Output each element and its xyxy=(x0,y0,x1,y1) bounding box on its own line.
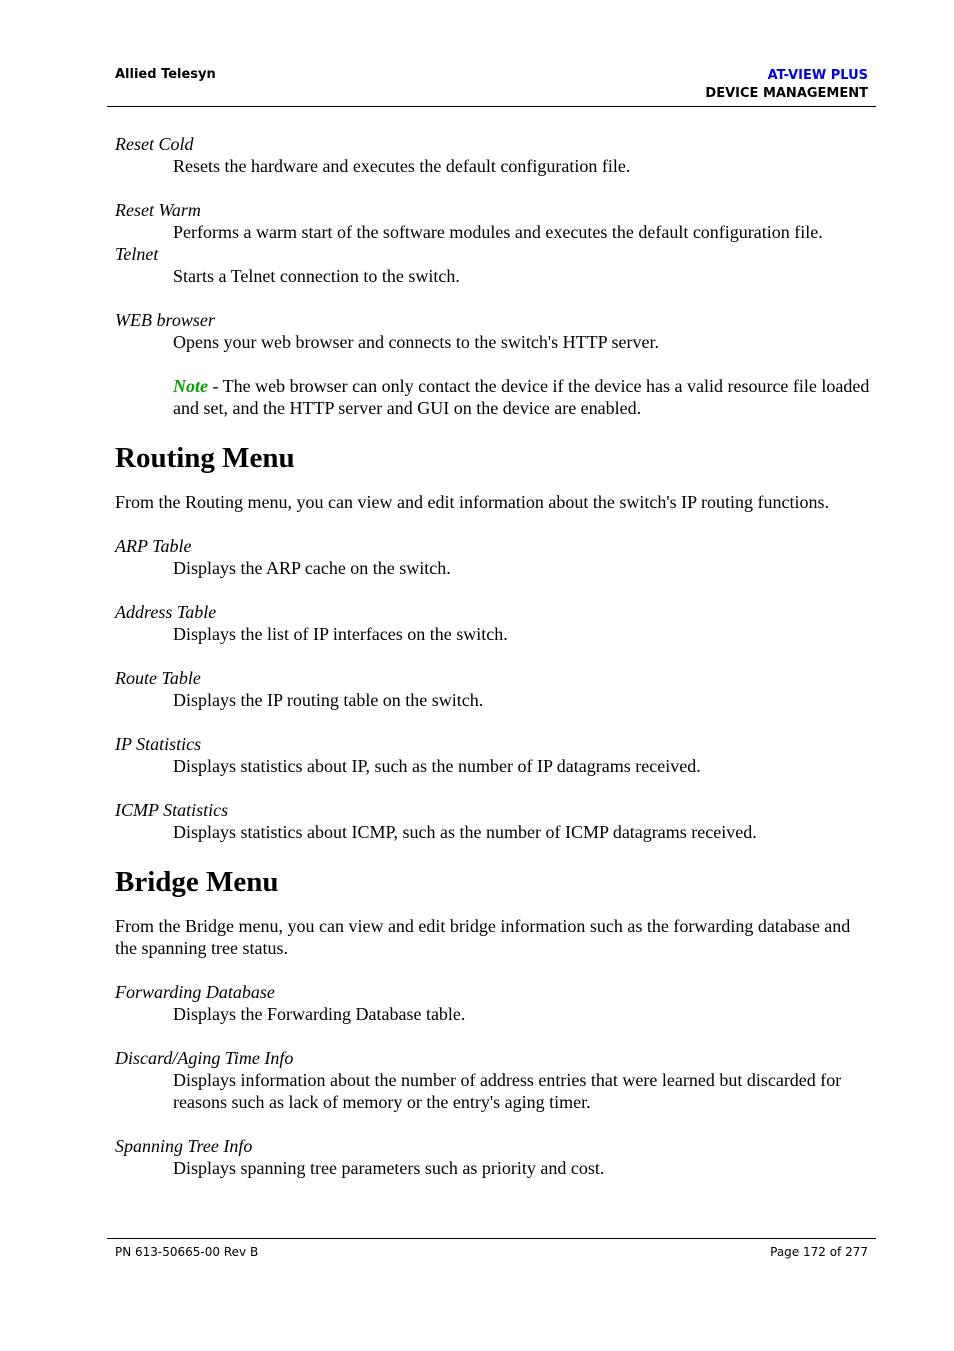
note-block xyxy=(115,375,875,419)
definition-entry xyxy=(115,601,875,645)
entry-description: Displays the ARP cache on the switch. xyxy=(173,558,451,578)
entry-term: Telnet xyxy=(115,244,159,264)
bridge-intro: From the Bridge menu, you can view and edit bridge information such as the forwarding database and the spanning tree status. xyxy=(115,916,851,958)
entry-term: Reset Cold xyxy=(115,134,194,154)
entry-description: Displays the Forwarding Database table. xyxy=(173,1004,466,1024)
note-text: - The web browser can only contact the device if the device has a valid resource file loaded and set, and the HTTP server and GUI on the device are enabled. xyxy=(173,376,870,418)
header-divider xyxy=(107,106,876,107)
entry-term: ARP Table xyxy=(115,536,192,556)
definition-entry xyxy=(115,799,875,843)
entry-description: Starts a Telnet connection to the switch. xyxy=(173,266,460,286)
entry-description: Displays the IP routing table on the switch. xyxy=(173,690,484,710)
entry-description: Opens your web browser and connects to the switch's HTTP server. xyxy=(173,332,659,352)
definition-entry xyxy=(115,1135,875,1179)
header-title-block xyxy=(705,67,868,103)
definition-entry xyxy=(115,1047,875,1113)
bridge-menu-heading: Bridge Menu xyxy=(115,866,279,898)
header-company: Allied Telesyn xyxy=(115,67,216,82)
entry-term: WEB browser xyxy=(115,310,215,330)
entry-description: Displays information about the number of address entries that were learned but discarded for reasons such as lack of memory or the entry's aging timer. xyxy=(173,1070,842,1112)
definition-entry xyxy=(115,981,875,1025)
header-product: AT-VIEW PLUS xyxy=(767,68,868,83)
definition-entry xyxy=(115,309,875,353)
entry-term: Route Table xyxy=(115,668,201,688)
entry-term: Address Table xyxy=(115,602,217,622)
entry-term: Forwarding Database xyxy=(115,982,275,1002)
entry-description: Displays the list of IP interfaces on the switch. xyxy=(173,624,508,644)
footer-divider xyxy=(107,1238,876,1239)
definition-entry xyxy=(115,243,875,287)
definition-entry xyxy=(115,133,875,177)
entry-description: Displays spanning tree parameters such as priority and cost. xyxy=(173,1158,605,1178)
entry-description: Resets the hardware and executes the default configuration file. xyxy=(173,156,631,176)
routing-intro: From the Routing menu, you can view and edit information about the switch's IP routing functions. xyxy=(115,492,829,512)
routing-menu-heading: Routing Menu xyxy=(115,442,295,474)
footer-page-number: Page 172 of 277 xyxy=(770,1245,868,1259)
definition-entry xyxy=(115,667,875,711)
entry-description: Displays statistics about IP, such as the number of IP datagrams received. xyxy=(173,756,701,776)
note-label: Note xyxy=(173,376,208,396)
entry-term: Discard/Aging Time Info xyxy=(115,1048,294,1068)
entry-description: Performs a warm start of the software modules and executes the default configuration file. xyxy=(173,222,823,242)
definition-entry xyxy=(115,733,875,777)
footer-part-number: PN 613-50665-00 Rev B xyxy=(115,1245,259,1259)
entry-term: ICMP Statistics xyxy=(115,800,229,820)
entry-term: Spanning Tree Info xyxy=(115,1136,253,1156)
entry-description: Displays statistics about ICMP, such as the number of ICMP datagrams received. xyxy=(173,822,757,842)
entry-term: IP Statistics xyxy=(115,734,202,754)
page-body xyxy=(115,133,875,1179)
entry-term: Reset Warm xyxy=(115,200,201,220)
definition-entry xyxy=(115,199,875,243)
header-section: DEVICE MANAGEMENT xyxy=(705,86,868,101)
definition-entry xyxy=(115,535,875,579)
